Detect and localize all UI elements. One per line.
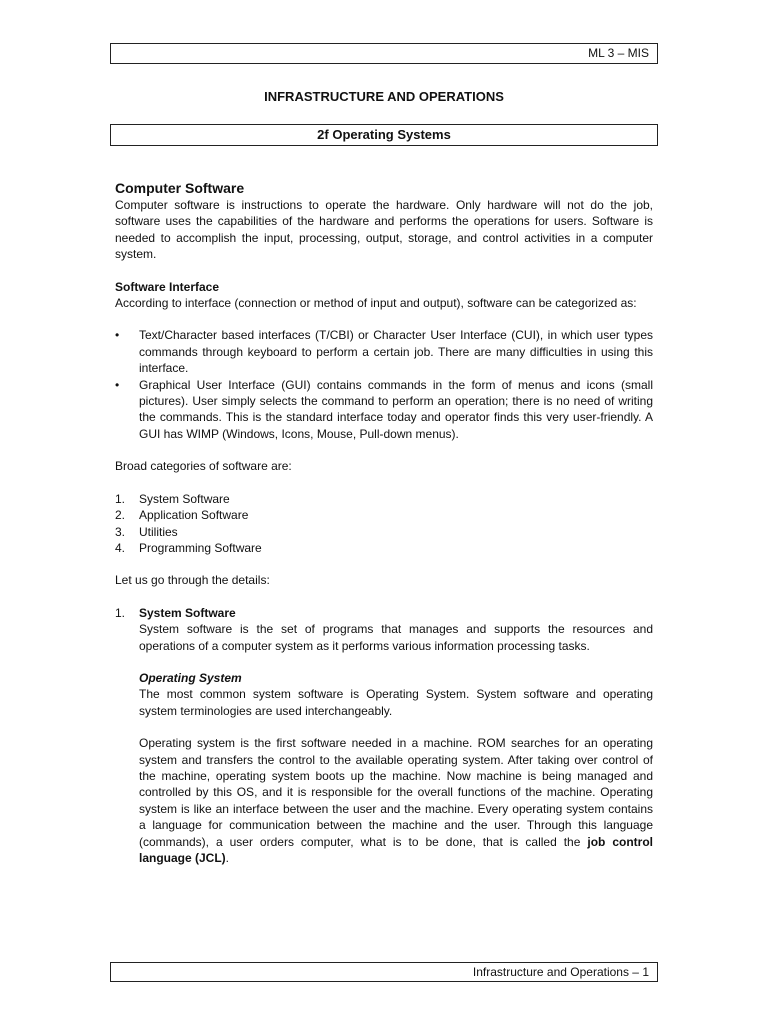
- footer-box: [110, 962, 658, 982]
- categories-list: [115, 491, 653, 557]
- list-item: [115, 507, 653, 523]
- category-label: Programming Software: [139, 540, 262, 555]
- bullet-text: Text/Character based interfaces (T/CBI) or Character User Interface (CUI), in which user types commands through keyboard to perform a certain job. There are many difficulties in using this interface.: [139, 328, 653, 376]
- paragraph-end: .: [225, 851, 230, 865]
- system-software-heading: System Software: [139, 605, 236, 620]
- list-item: [115, 540, 653, 556]
- bullet-icon: •: [115, 328, 120, 343]
- list-item: [115, 491, 653, 507]
- bullet-text: Graphical User Interface (GUI) contains commands in the form of menus and icons (small pictures). User simply selects the command to perform an operation; there is no need of writing the commands. This is the standard interface today and operator finds this very user-friendly. A GUI has WIMP (Windows, Icons, Mouse, Pull-down menus).: [139, 377, 653, 441]
- list-item: [115, 524, 653, 540]
- category-label: Utilities: [139, 524, 178, 539]
- header-box: [110, 43, 658, 64]
- software-interface-intro: According to interface (connection or method of input and output), software can be categorized as:: [115, 296, 637, 311]
- list-number: 1.: [115, 491, 126, 506]
- list-number: 1.: [115, 605, 126, 620]
- operating-system-heading: Operating System: [139, 670, 242, 685]
- jcl-term: job control language (JCL): [139, 834, 653, 865]
- paragraph-text: Operating system is the first software needed in a machine. ROM searches for an operating system and transfers the control to the available operating system. After taking over control of the machine, operating system boots up the machine. Now machine is being managed and controlled by this OS, and it is responsible for the overall functions of the machine. Operating system is like an interface between the user and the machine. Every operating system contains a language for communication between the machine and the user. Through this language (commands), a user orders computer, what is to be done, that is called the: [139, 736, 653, 849]
- list-item: [115, 605, 653, 621]
- list-item: [115, 327, 653, 376]
- computer-software-heading: Computer Software: [115, 180, 245, 196]
- system-software-paragraph: System software is the set of programs that manages and supports the resources and operations of a computer system as it performs various information processing tasks.: [139, 622, 653, 653]
- system-software-section: [115, 621, 653, 866]
- computer-software-paragraph: Computer software is instructions to operate the hardware. Only hardware will not do the job, software uses the capabilities of the hardware and performs the operations for users. Software is needed to accomplish the input, processing, output, storage, and control activities in a computer system.: [115, 198, 653, 262]
- list-number: 2.: [115, 508, 126, 523]
- interface-bullet-list: [115, 327, 653, 442]
- category-label: Application Software: [139, 508, 249, 523]
- operating-system-paragraph-2: [139, 735, 653, 866]
- course-label: ML 3 – MIS: [588, 46, 649, 60]
- categories-intro: Broad categories of software are:: [115, 459, 292, 474]
- bullet-icon: •: [115, 377, 120, 392]
- section-title-box: [110, 124, 658, 146]
- details-list: [115, 605, 653, 621]
- operating-system-paragraph-1: The most common system software is Operating System. System software and operating system terminologies are used interchangeably.: [139, 687, 653, 718]
- category-label: System Software: [139, 491, 230, 506]
- document-body: [115, 179, 653, 866]
- section-title: 2f Operating Systems: [317, 127, 451, 142]
- document-title: INFRASTRUCTURE AND OPERATIONS: [264, 89, 504, 104]
- details-intro: Let us go through the details:: [115, 573, 270, 588]
- software-interface-heading: Software Interface: [115, 279, 220, 294]
- list-item: [115, 377, 653, 443]
- list-number: 4.: [115, 540, 126, 555]
- list-number: 3.: [115, 524, 126, 539]
- footer-text: Infrastructure and Operations – 1: [472, 965, 649, 979]
